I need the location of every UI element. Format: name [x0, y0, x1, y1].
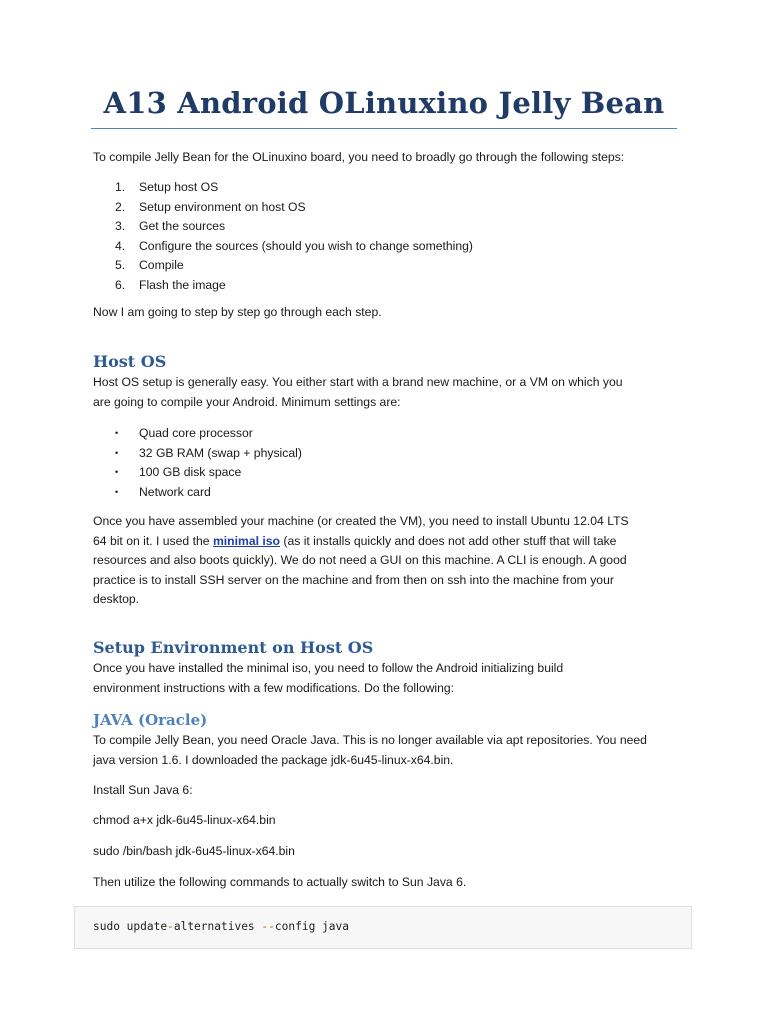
switch-java-paragraph: Then utilize the following commands to actually switch to Sun Java 6.: [93, 875, 467, 889]
document-page: A13 Android OLinuxino Jelly Bean To compile Jelly Bean for the OLinuxino board, you need to broadly go through the following steps: 1. Setup host OS 2. Setup environment on host OS 3. Get the sources 4. Configure the sources (should you wish to change something) 5. Compile 6. Flash the image Now I am going to step by step go through each step. Host OS Host OS setup is generally easy. You either start with a brand new machine, or a VM on which you are going to compile your Android. Minimum settings are: • Quad core processor • 32 GB RAM (swap + physical) • 100 GB disk space • Network card Once you have assembled your machine (or created the VM), you need to install Ubuntu 12.04 LTS 64 bit on it. I used the minimal iso (as it installs quickly and does not add other stuff that will take resources and also boots quickly). We do not need a GUI on this machine. A CLI is enough. A good practice is to install SSH server on the machine and from then on ssh into the machine from your desktop. Setup Environment on Host OS Once you have installed the minimal iso, you need to follow the Android initializing build environment instructions with a few modifications. Do the following: JAVA (Oracle) To compile Jelly Bean, you need Oracle Java. This is no longer available via apt repositories. You need java version 1.6. I downloaded the package jdk-6u45-linux-x64.bin. Install Sun Java 6: chmod a+x jdk-6u45-linux-x64.bin sudo /bin/bash jdk-6u45-linux-x64.bin Then utilize the following commands to actually switch to Sun Java 6. sudo update-alternatives --config java: [0, 0, 768, 1024]
install-sun-java-label: Install Sun Java 6:: [93, 783, 193, 797]
setup-env-paragraph: Once you have installed the minimal iso, you need to follow the Android initializing build environment instructions with a few modifications. Do the following:: [93, 661, 564, 695]
setup-env-heading: Setup Environment on Host OS: [93, 638, 374, 657]
code-line: sudo update-alternatives --config java: [93, 920, 349, 933]
title-divider: [91, 128, 677, 129]
chmod-command: chmod a+x jdk-6u45-linux-x64.bin: [93, 813, 276, 827]
minimal-iso-link[interactable]: minimal iso: [212, 533, 280, 548]
code-block[interactable]: [74, 906, 692, 949]
bash-command: sudo /bin/bash jdk-6u45-linux-x64.bin: [93, 844, 295, 858]
host-os-paragraph: Host OS setup is generally easy. You either start with a brand new machine, or a VM on which you are going to compile your Android. Minimum settings are:: [93, 375, 623, 409]
intro-paragraph: To compile Jelly Bean for the OLinuxino board, you need to broadly go through the following steps:: [93, 150, 625, 164]
page-title: A13 Android OLinuxino Jelly Bean: [103, 86, 665, 120]
install-paragraph: Once you have assembled your machine (or created the VM), you need to install Ubuntu 12.04 LTS 64 bit on it. I used the minimal iso (as it installs quickly and does not add other stuff that will take resources and also boots quickly). We do not need a GUI on this machine. A CLI is enough. A good practice is to install SSH server on the machine and from then on ssh into the machine from your desktop.: [93, 514, 629, 606]
step-by-step-paragraph: Now I am going to step by step go through each step.: [93, 305, 382, 319]
java-heading: JAVA (Oracle): [93, 711, 208, 729]
host-os-heading: Host OS: [93, 352, 167, 371]
java-paragraph: To compile Jelly Bean, you need Oracle Java. This is no longer available via apt repositories. You need java version 1.6. I downloaded the package jdk-6u45-linux-x64.bin.: [93, 733, 647, 767]
